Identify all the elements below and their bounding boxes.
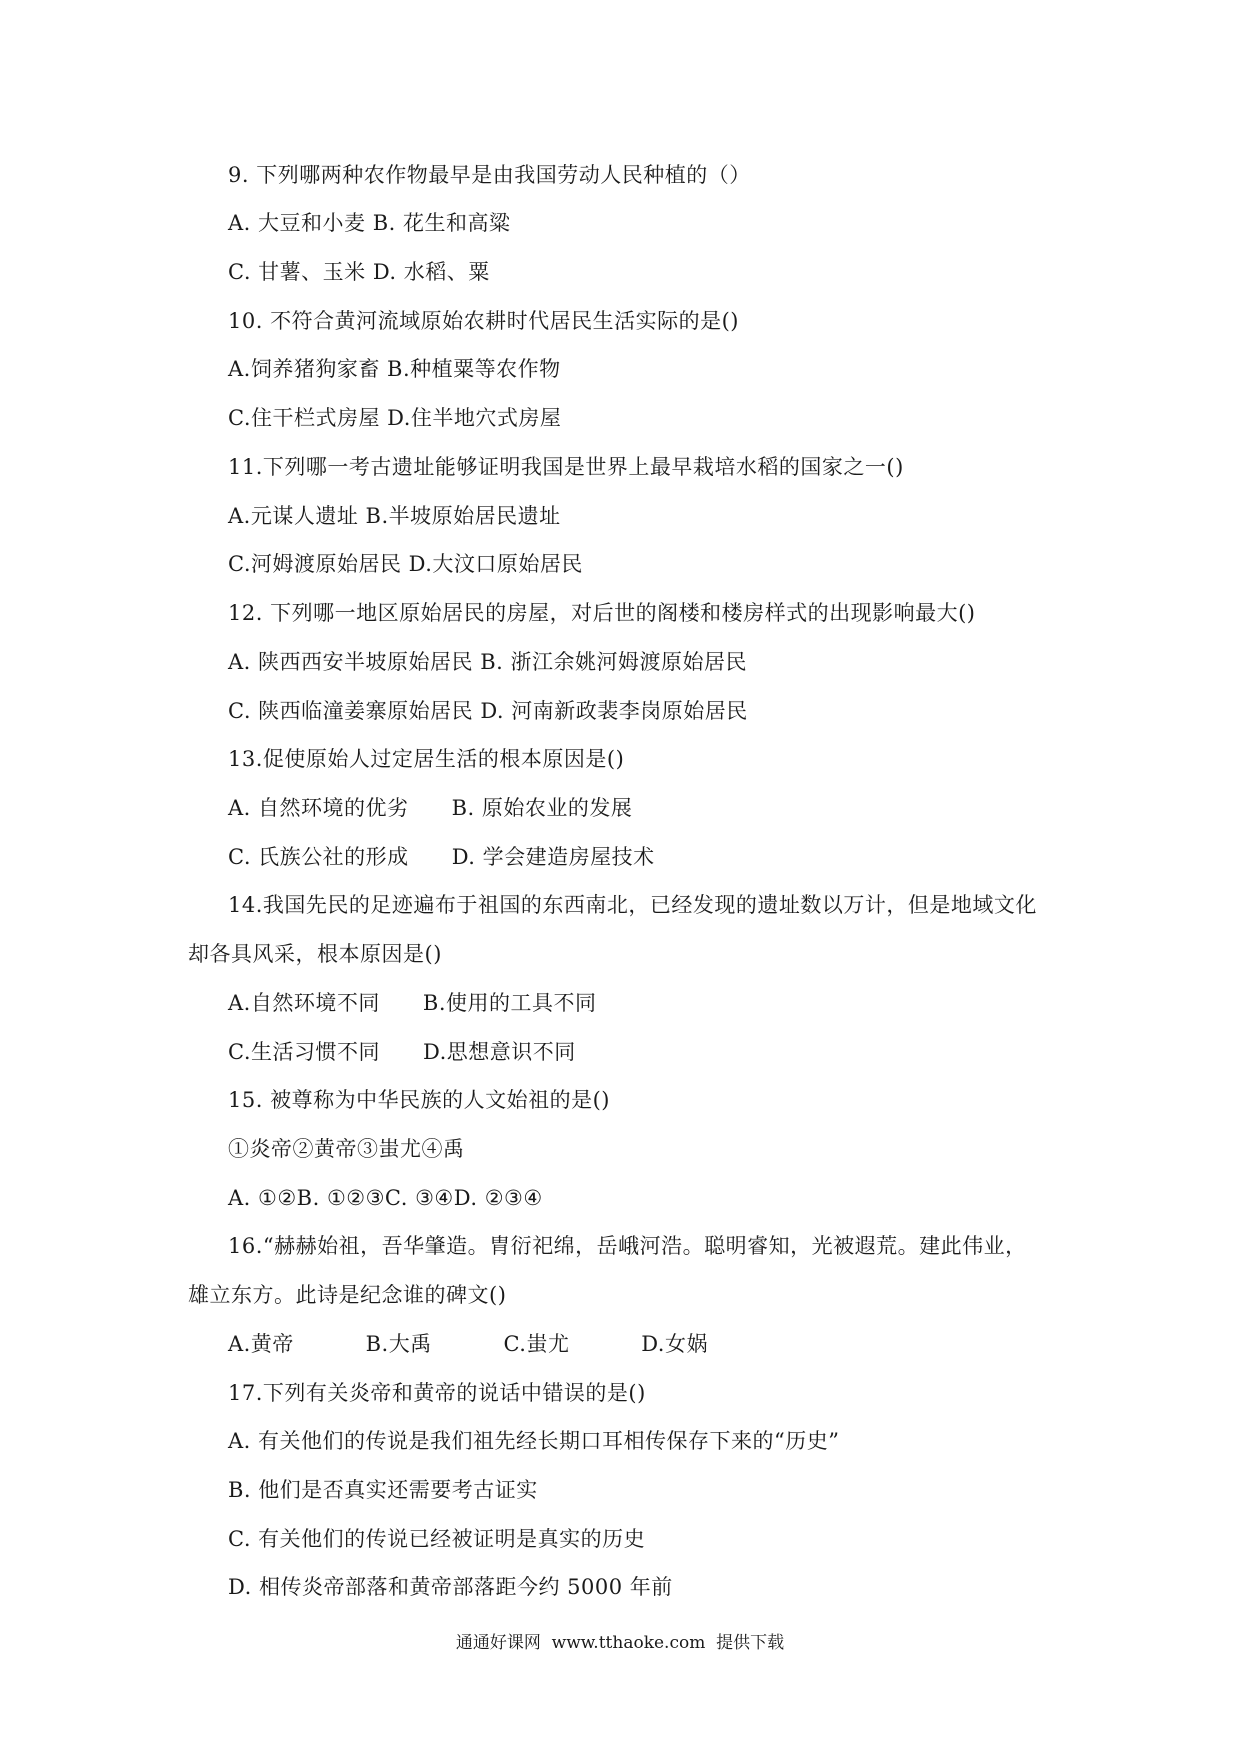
question-12-stem: 12. 下列哪一地区原始居民的房屋，对后世的阁楼和楼房样式的出现影响最大() [228,601,976,625]
question-14-options-line-1: A.自然环境不同 B.使用的工具不同 [228,991,597,1015]
question-11-stem: 11.下列哪一考古遗址能够证明我国是世界上最早栽培水稻的国家之一() [228,455,904,479]
question-17-option-a: A. 有关他们的传说是我们祖先经长期口耳相传保存下来的“历史” [228,1429,840,1453]
question-15-stem: 15. 被尊称为中华民族的人文始祖的是() [228,1088,610,1112]
question-17-stem: 17.下列有关炎帝和黄帝的说话中错误的是() [228,1381,646,1405]
question-13-options-line-2: C. 氏族公社的形成 D. 学会建造房屋技术 [228,845,655,869]
page-footer: 通通好课网 www.tthaoke.com 提供下载 [455,1633,785,1653]
question-12-options-line-1: A. 陕西西安半坡原始居民 B. 浙江余姚河姆渡原始居民 [228,650,747,674]
question-15-items: ①炎帝②黄帝③蚩尤④禹 [228,1137,465,1161]
question-9-stem: 9. 下列哪两种农作物最早是由我国劳动人民种植的（） [228,163,751,187]
question-10-stem: 10. 不符合黄河流域原始农耕时代居民生活实际的是() [228,309,739,333]
question-12-options-line-2: C. 陕西临潼姜寨原始居民 D. 河南新政裴李岗原始居民 [228,699,748,723]
question-17-option-c: C. 有关他们的传说已经被证明是真实的历史 [228,1527,646,1551]
question-11-options-line-2: C.河姆渡原始居民 D.大汶口原始居民 [228,552,583,576]
question-9-options-line-2: C. 甘薯、玉米 D. 水稻、粟 [228,260,490,284]
question-14-options-line-2: C.生活习惯不同 D.思想意识不同 [228,1040,576,1064]
question-16-options: A.黄帝 B.大禹 C.蚩尤 D.女娲 [228,1332,708,1356]
question-10-options-line-2: C.住干栏式房屋 D.住半地穴式房屋 [228,406,562,430]
question-13-options-line-1: A. 自然环境的优劣 B. 原始农业的发展 [228,796,633,820]
question-17-option-d: D. 相传炎帝部落和黄帝部落距今约 5000 年前 [228,1575,673,1599]
question-9-options-line-1: A. 大豆和小麦 B. 花生和高粱 [228,211,511,235]
question-17-option-b: B. 他们是否真实还需要考古证实 [228,1478,538,1502]
question-14-stem-line-1: 14.我国先民的足迹遍布于祖国的东西南北，已经发现的遗址数以万计，但是地域文化 [228,893,1037,917]
question-13-stem: 13.促使原始人过定居生活的根本原因是() [228,747,625,771]
question-11-options-line-1: A.元谋人遗址 B.半坡原始居民遗址 [228,504,561,528]
question-16-stem-line-1: 16.“赫赫始祖，吾华肇造。胄衍祀绵，岳峨河浩。聪明睿知，光被遐荒。建此伟业， [228,1234,1027,1258]
question-10-options-line-1: A.饲养猪狗家畜 B.种植粟等农作物 [228,357,561,381]
question-15-options: A. ①②B. ①②③C. ③④D. ②③④ [228,1186,543,1210]
question-16-stem-line-2: 雄立东方。此诗是纪念谁的碑文() [188,1283,507,1307]
question-14-stem-line-2: 却各具风采，根本原因是() [188,942,442,966]
